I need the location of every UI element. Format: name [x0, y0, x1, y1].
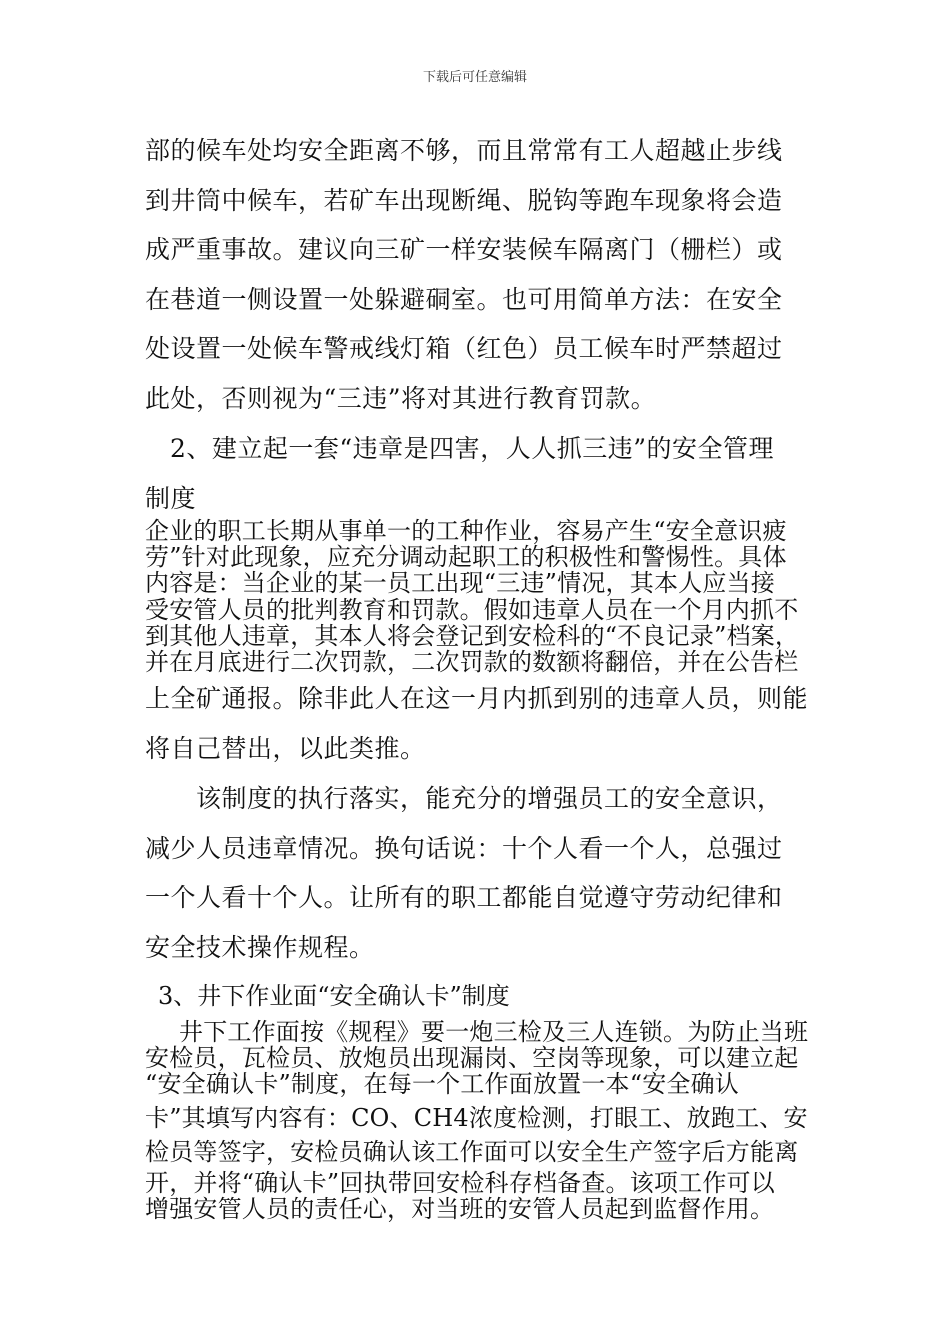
- heading-line: 制度: [145, 483, 197, 513]
- text-line: 到其他人违章，其本人将会登记到安检科的“不良记录”档案，: [145, 621, 800, 650]
- text-line: 成严重事故。建议向三矿一样安装候车隔离门（栅栏）或: [145, 235, 783, 265]
- text-line: 安检员，瓦检员、放炮员出现漏岗、空岗等现象，可以建立起: [145, 1044, 799, 1073]
- paragraph-waiting-area: [145, 126, 813, 424]
- text-line: 井下工作面按《规程》要一炮三检及三人连锁。为防止当班: [179, 1018, 809, 1046]
- text-line: 安全技术操作规程。: [145, 932, 375, 962]
- text-line: 劳”针对此现象，应充分调动起职工的积极性和警惕性。具体: [145, 543, 787, 572]
- paragraph-system-details: [145, 518, 813, 675]
- text-line: 将自己替出，以此类推。: [145, 733, 426, 763]
- text-line: 减少人员违章情况。换句话说：十个人看一个人，总强过: [145, 833, 783, 863]
- page-header: 下载后可任意编辑: [422, 70, 527, 85]
- text-line: 上全矿通报。除非此人在这一月内抓到别的违章人员，则能: [145, 684, 809, 713]
- text-line: 内容是：当企业的某一员工出现“三违”情况，其本人应当接: [145, 569, 775, 598]
- text-line: 企业的职工长期从事单一的工种作业，容易产生“安全意识疲: [145, 517, 787, 545]
- paragraph-implementation: [145, 774, 813, 972]
- paragraph-system-details-cont: [145, 674, 813, 773]
- heading-line: 2、建立起一套“违章是四害，人人抓三违”的安全管理: [170, 434, 774, 463]
- text-line: 该制度的执行落实，能充分的增强员工的安全意识，: [145, 784, 783, 813]
- text-line: 增强安管人员的责任心，对当班的安管人员起到监督作用。: [145, 1195, 775, 1224]
- paragraph-confirmation-card-end: [145, 1170, 813, 1222]
- text-line: 受安管人员的批判教育和罚款。假如违章人员在一个月内抓不: [145, 595, 799, 624]
- paragraph-confirmation-card-cont: [145, 1104, 813, 1166]
- text-line: 卡”其填写内容有：CO、CH4浓度检测，打眼工、放跑工、安: [145, 1104, 808, 1132]
- text-line: “安全确认卡”制度，在每一个工作面放置一本“安全确认: [145, 1070, 740, 1099]
- text-line: 到井筒中候车，若矿车出现断绳、脱钩等跑车现象将会造: [145, 185, 783, 215]
- text-line: 并在月底进行二次罚款，二次罚款的数额将翻倍，并在公告栏: [145, 648, 799, 677]
- text-line: 在巷道一侧设置一处躲避硐室。也可用简单方法：在安全: [145, 284, 783, 314]
- text-line: 一个人看十个人。让所有的职工都能自觉遵守劳动纪律和: [145, 883, 783, 913]
- text-line: 开，并将“确认卡”回执带回安检科存档备查。该项工作可以: [145, 1169, 775, 1197]
- paragraph-confirmation-card: [145, 1019, 813, 1098]
- text-line: 部的候车处均安全距离不够，而且常常有工人超越止步线: [145, 136, 783, 165]
- text-line: 此处，否则视为“三违”将对其进行教育罚款。: [145, 383, 657, 413]
- text-line: 检员等签字，安检员确认该工作面可以安全生产签字后方能离: [145, 1138, 799, 1166]
- section-heading-2: [145, 424, 810, 523]
- section-heading-3: 3、井下作业面“安全确认卡”制度: [158, 982, 510, 1010]
- text-line: 处设置一处候车警戒线灯箱（红色）员工候车时严禁超过: [145, 334, 783, 364]
